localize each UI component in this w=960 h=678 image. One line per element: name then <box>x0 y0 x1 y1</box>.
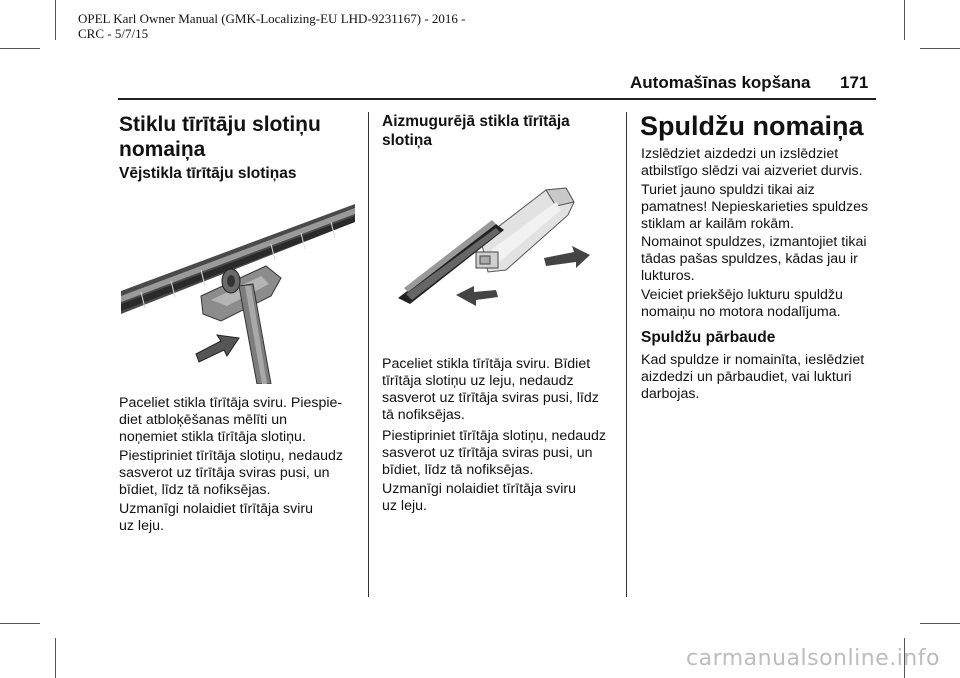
column-1 <box>119 112 359 162</box>
heading-line: Stiklu tīrītāju slotiņu <box>119 113 321 136</box>
text-line: sasverot uz tīrītāja sviras pusi, un <box>119 465 330 481</box>
subheading <box>382 112 570 150</box>
print-header-line2: CRC - 5/7/15 <box>78 26 149 41</box>
text-line: nomaiņu no motora nodalījuma. <box>641 304 841 320</box>
text-line: uz leju. <box>119 518 164 534</box>
paragraph <box>119 448 359 499</box>
text-line: Turiet jauno spuldzi tikai aiz <box>641 182 815 198</box>
text-line: tādas pašas spuldzes, kādas jau ir <box>641 251 858 267</box>
column-divider <box>368 112 369 597</box>
print-header-line1: OPEL Karl Owner Manual (GMK-Localizing-EU LHD-9231167) - 2016 - <box>78 11 466 26</box>
text-line: Piestipriniet tīrītāja slotiņu, nedaudz <box>119 448 343 464</box>
text-line: Paceliet stikla tīrītāja sviru. Piespie- <box>119 395 343 411</box>
paragraph <box>641 182 886 233</box>
text-line: tā nofiksējas. <box>382 407 465 423</box>
subheading: Vējstikla tīrītāju slotiņas <box>119 165 297 182</box>
paragraph <box>641 352 886 403</box>
paragraph <box>382 481 622 515</box>
crop-mark <box>55 638 56 678</box>
text-line: noņemiet stikla tīrītāja slotiņu. <box>119 429 306 445</box>
text-line: tīrītāja slotiņu uz leju, nedaudz <box>382 373 574 389</box>
rear-wiper-illustration <box>396 180 600 310</box>
text-line: atbilstīgo slēdzi vai aizveriet durvis. <box>641 163 863 179</box>
crop-mark <box>904 0 905 40</box>
text-line: bīdiet, līdz tā nofiksējas. <box>382 462 534 478</box>
text-line: darbojas. <box>641 386 700 402</box>
crop-mark <box>55 0 56 40</box>
subheading: Spuldžu pārbaude <box>641 329 776 346</box>
crop-mark <box>920 623 960 624</box>
page-number: 171 <box>840 73 869 92</box>
paragraph <box>382 356 622 424</box>
section-heading <box>119 112 359 162</box>
text-line: bīdiet, līdz tā nofiksējas. <box>119 482 271 498</box>
header-rule <box>118 98 876 100</box>
windshield-wiper-illustration <box>121 196 355 384</box>
text-line: Uzmanīgi nolaidiet tīrītāja sviru <box>382 481 576 497</box>
text-line: Nomainot spuldzes, izmantojiet tikai <box>641 234 867 250</box>
crop-mark <box>920 48 960 49</box>
paragraph <box>119 395 359 446</box>
heading-line: slotiņa <box>382 132 432 149</box>
crop-mark <box>0 623 40 624</box>
paragraph <box>641 146 886 180</box>
text-line: stiklam ar kailām rokām. <box>641 216 794 232</box>
section-title: Automašīnas kopšana <box>630 73 811 92</box>
text-line: Piestipriniet tīrītāja slotiņu, nedaudz <box>382 428 606 444</box>
text-line: uz leju. <box>382 498 427 514</box>
paragraph <box>641 234 886 285</box>
heading-line: Aizmugurējā stikla tīrītāja <box>382 113 570 130</box>
paragraph <box>641 287 886 321</box>
text-line: Paceliet stikla tīrītāja sviru. Bīdiet <box>382 356 591 372</box>
text-line: Kad spuldze ir nomainīta, ieslēdziet <box>641 352 865 368</box>
text-line: pamatnes! Nepieskarieties spuldzes <box>641 199 869 215</box>
text-line: sasverot uz tīrītāja sviras pusi, un <box>382 445 593 461</box>
text-line: sasverot uz tīrītāja sviras pusi, līdz <box>382 390 599 406</box>
paragraph <box>119 501 359 535</box>
column-divider <box>626 112 627 597</box>
text-line: Izslēdziet aizdedzi un izslēdziet <box>641 146 839 162</box>
paragraph <box>382 428 622 479</box>
text-line: diet atbloķēšanas mēlīti un <box>119 412 287 428</box>
heading-line: nomaiņa <box>119 138 206 161</box>
watermark-link[interactable]: carmanualsonline.info <box>686 646 940 671</box>
text-line: lukturos. <box>641 268 695 284</box>
crop-mark <box>0 48 40 49</box>
text-line: Veiciet priekšējo lukturu spuldžu <box>641 287 843 303</box>
text-line: aizdedzi un pārbaudiet, vai lukturi <box>641 369 852 385</box>
section-heading: Spuldžu nomaiņa <box>640 111 864 141</box>
text-line: Uzmanīgi nolaidiet tīrītāja sviru <box>119 501 313 517</box>
